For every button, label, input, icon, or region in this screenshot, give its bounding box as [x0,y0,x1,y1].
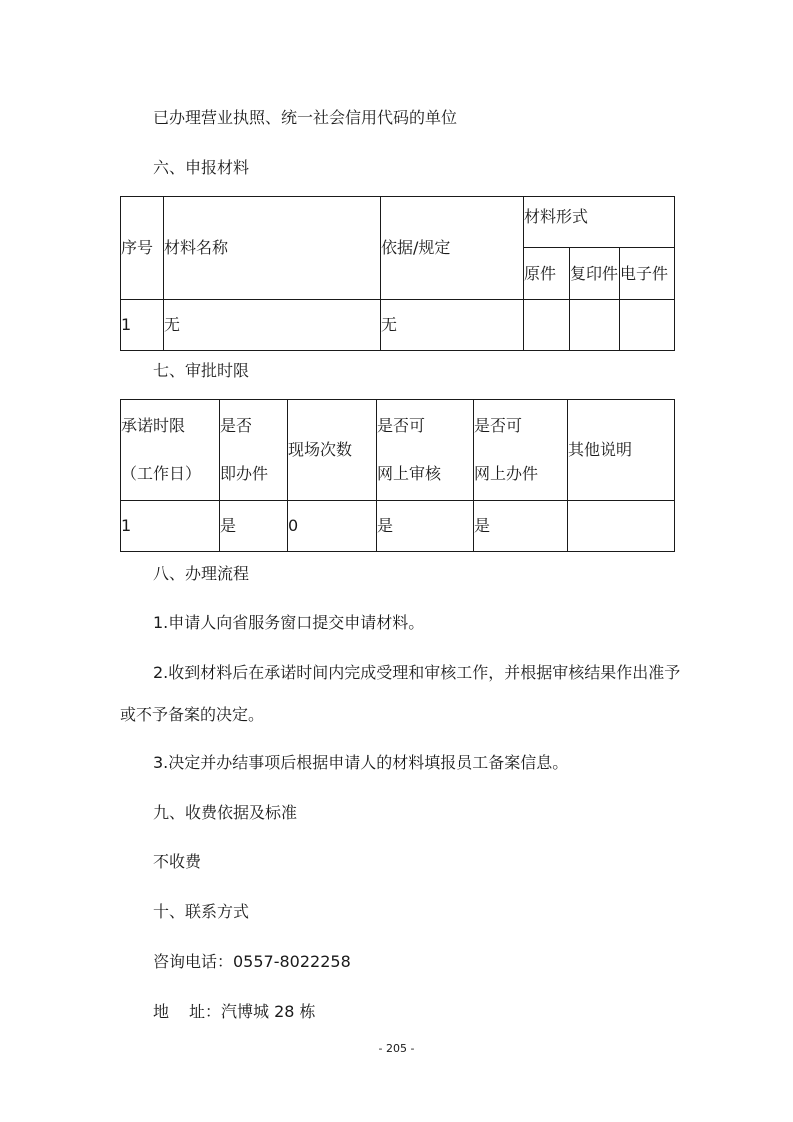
cell-instant: 是 [220,501,288,552]
section-6-heading: 六、申报材料 [153,158,250,177]
time-limit-table [120,399,675,552]
table-row [121,300,675,351]
cell-online-handling: 是 [474,501,568,552]
cell-material-name: 无 [164,300,381,351]
cell-onsite-visits: 0 [288,501,377,552]
table-row [121,501,675,552]
address-label: 地 [153,1002,170,1021]
process-step-3: 3.决定并办结事项后根据申请人的材料填报员工备案信息。 [153,753,569,772]
section-9-heading: 九、收费依据及标准 [153,803,298,822]
header-onsite-visits: 现场次数 [288,400,377,501]
header-electronic: 电子件 [620,248,675,300]
materials-table [120,196,675,351]
section-8-heading: 八、办理流程 [153,564,250,583]
cell-basis: 无 [381,300,524,351]
process-step-2-line-2: 或不予备案的决定。 [120,705,265,724]
contact-phone: 咨询电话：0557-8022258 [153,952,351,971]
header-online-review: 是否可 网上审核 [377,400,474,501]
intro-line: 已办理营业执照、统一社会信用代码的单位 [153,108,458,127]
cell-original [524,300,570,351]
cell-seq: 1 [121,300,164,351]
header-material-form: 材料形式 [524,197,675,248]
page-number: - 205 - [378,1042,415,1055]
address-value: 址：汽博城 28 栋 [189,1002,316,1021]
section-10-heading: 十、联系方式 [153,902,250,921]
cell-copy [570,300,620,351]
header-instant: 是否 即办件 [220,400,288,501]
fee-content: 不收费 [153,852,202,871]
header-other-notes: 其他说明 [568,400,675,501]
process-step-1: 1.申请人向省服务窗口提交申请材料。 [153,613,425,632]
cell-other-notes [568,501,675,552]
header-online-handling: 是否可 网上办件 [474,400,568,501]
process-step-2-line-1: 2.收到材料后在承诺时间内完成受理和审核工作，并根据审核结果作出准予 [153,663,681,682]
header-seq: 序号 [121,197,164,300]
header-original: 原件 [524,248,570,300]
header-material-name: 材料名称 [164,197,381,300]
header-basis: 依据/规定 [381,197,524,300]
header-promise-limit: 承诺时限 （工作日） [121,400,220,501]
section-7-heading: 七、审批时限 [153,361,250,380]
contact-address [153,1002,316,1022]
header-copy: 复印件 [570,248,620,300]
cell-electronic [620,300,675,351]
cell-online-review: 是 [377,501,474,552]
cell-promise-limit: 1 [121,501,220,552]
